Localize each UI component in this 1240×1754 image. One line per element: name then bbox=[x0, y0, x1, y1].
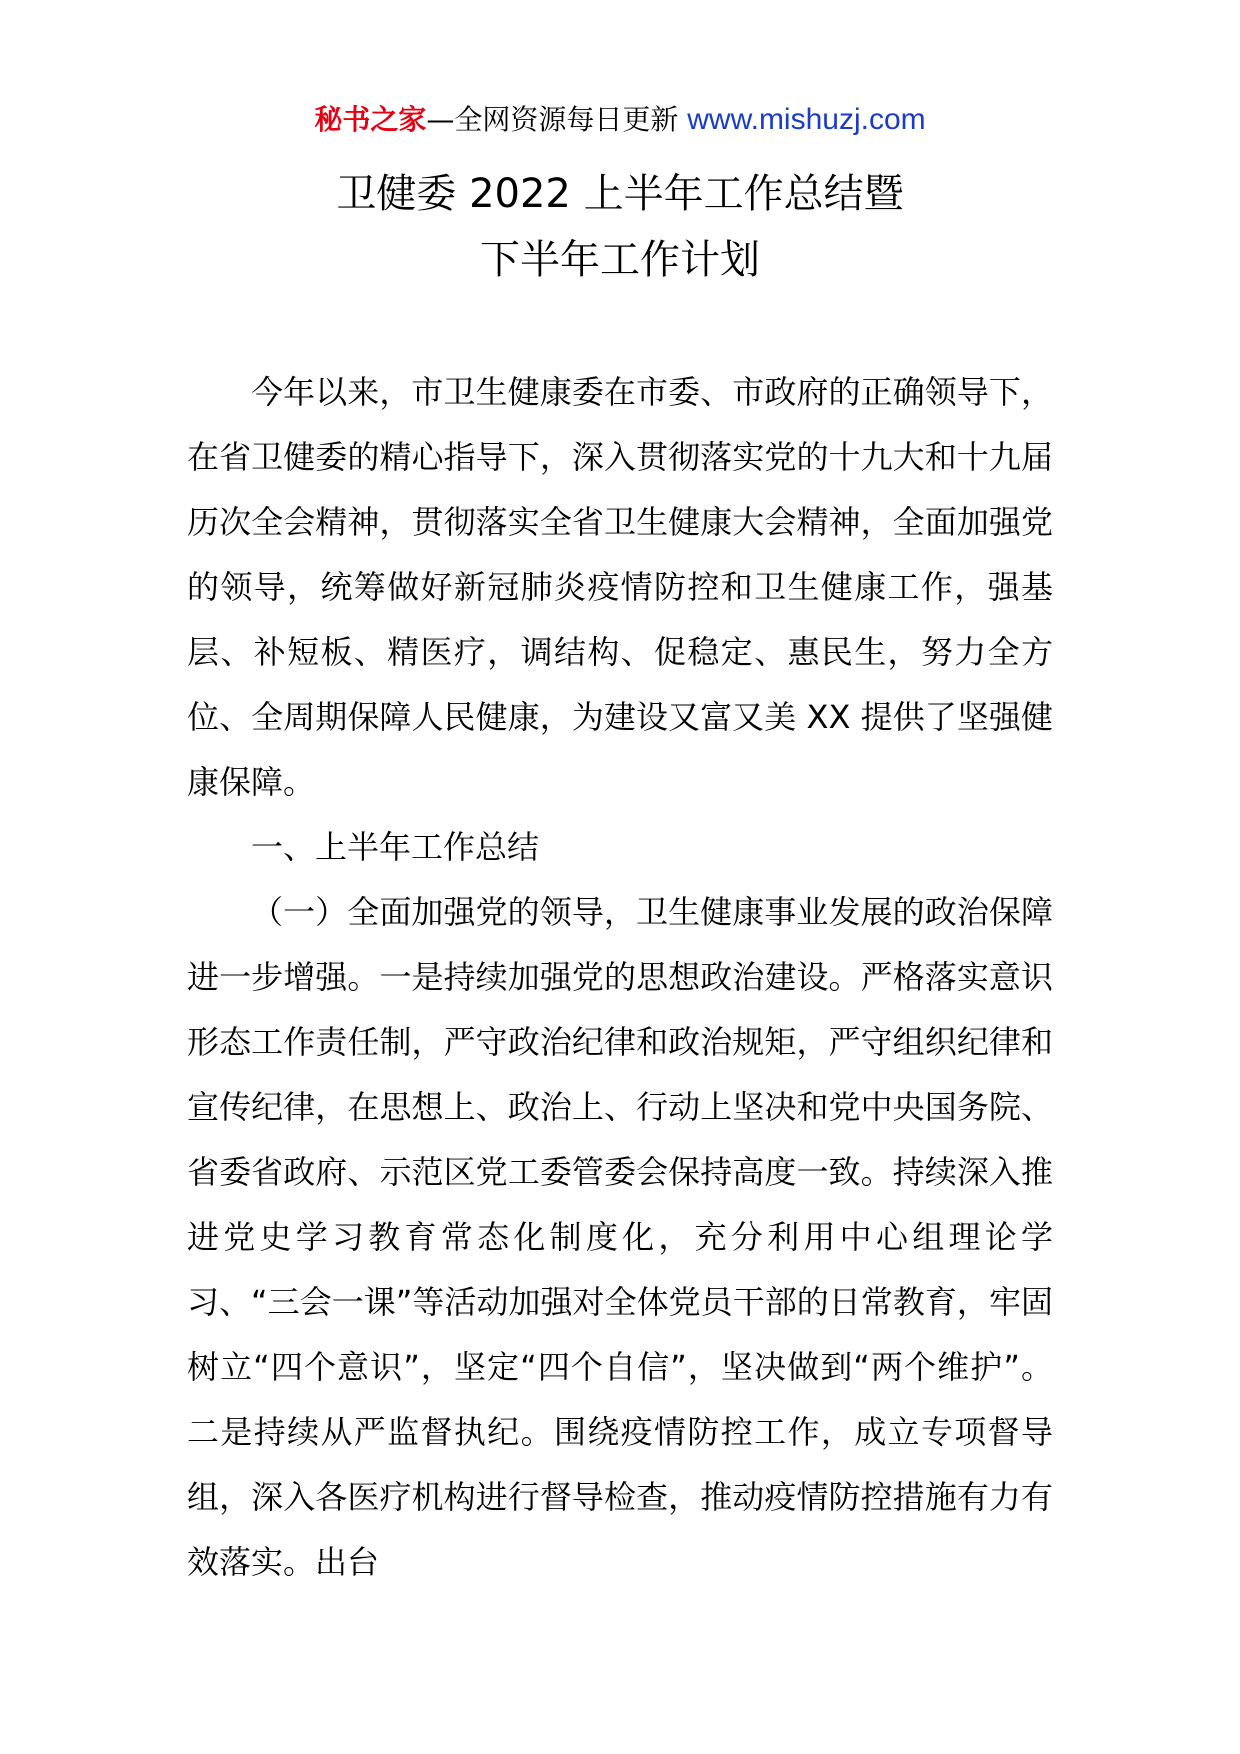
site-url-link[interactable]: www.mishuzj.com bbox=[687, 103, 926, 136]
intro-paragraph: 今年以来，市卫生健康委在市委、市政府的正确领导下，在省卫健委的精心指导下，深入贯彻落实党的十九大和十九届历次全会精神，贯彻落实全省卫生健康大会精神，全面加强党的领导，统筹做好新冠肺炎疫情防控和卫生健康工作，强基层、补短板、精医疗，调结构、促稳定、惠民生，努力全方位、全周期保障人民健康，为建设又富又美 XX 提供了坚强健康保障。 bbox=[187, 373, 1053, 801]
document-title: 卫健委 2022 上半年工作总结暨 bbox=[336, 171, 904, 217]
site-slogan: —全网资源每日更新 bbox=[426, 103, 688, 136]
site-header bbox=[0, 100, 1240, 140]
document-subtitle: 下半年工作计划 bbox=[480, 237, 760, 283]
document-body bbox=[187, 360, 1053, 1595]
section-paragraph: （一）全面加强党的领导，卫生健康事业发展的政治保障进一步增强。一是持续加强党的思想政治建设。严格落实意识形态工作责任制，严守政治纪律和政治规矩，严守组织纪律和宣传纪律，在思想上、政治上、行动上坚决和党中央国务院、省委省政府、示范区党工委管委会保持高度一致。持续深入推进党史学习教育常态化制度化，充分利用中心组理论学习、“三会一课”等活动加强对全体党员干部的日常教育，牢固树立“四个意识”，坚定“四个自信”，坚决做到“两个维护”。二是持续从严监督执纪。围绕疫情防控工作，成立专项督导组，深入各医疗机构进行督导检查，推动疫情防控措施有力有效落实。出台 bbox=[187, 893, 1053, 1581]
section-heading: 一、上半年工作总结 bbox=[251, 828, 540, 866]
site-brand: 秘书之家 bbox=[314, 103, 427, 136]
